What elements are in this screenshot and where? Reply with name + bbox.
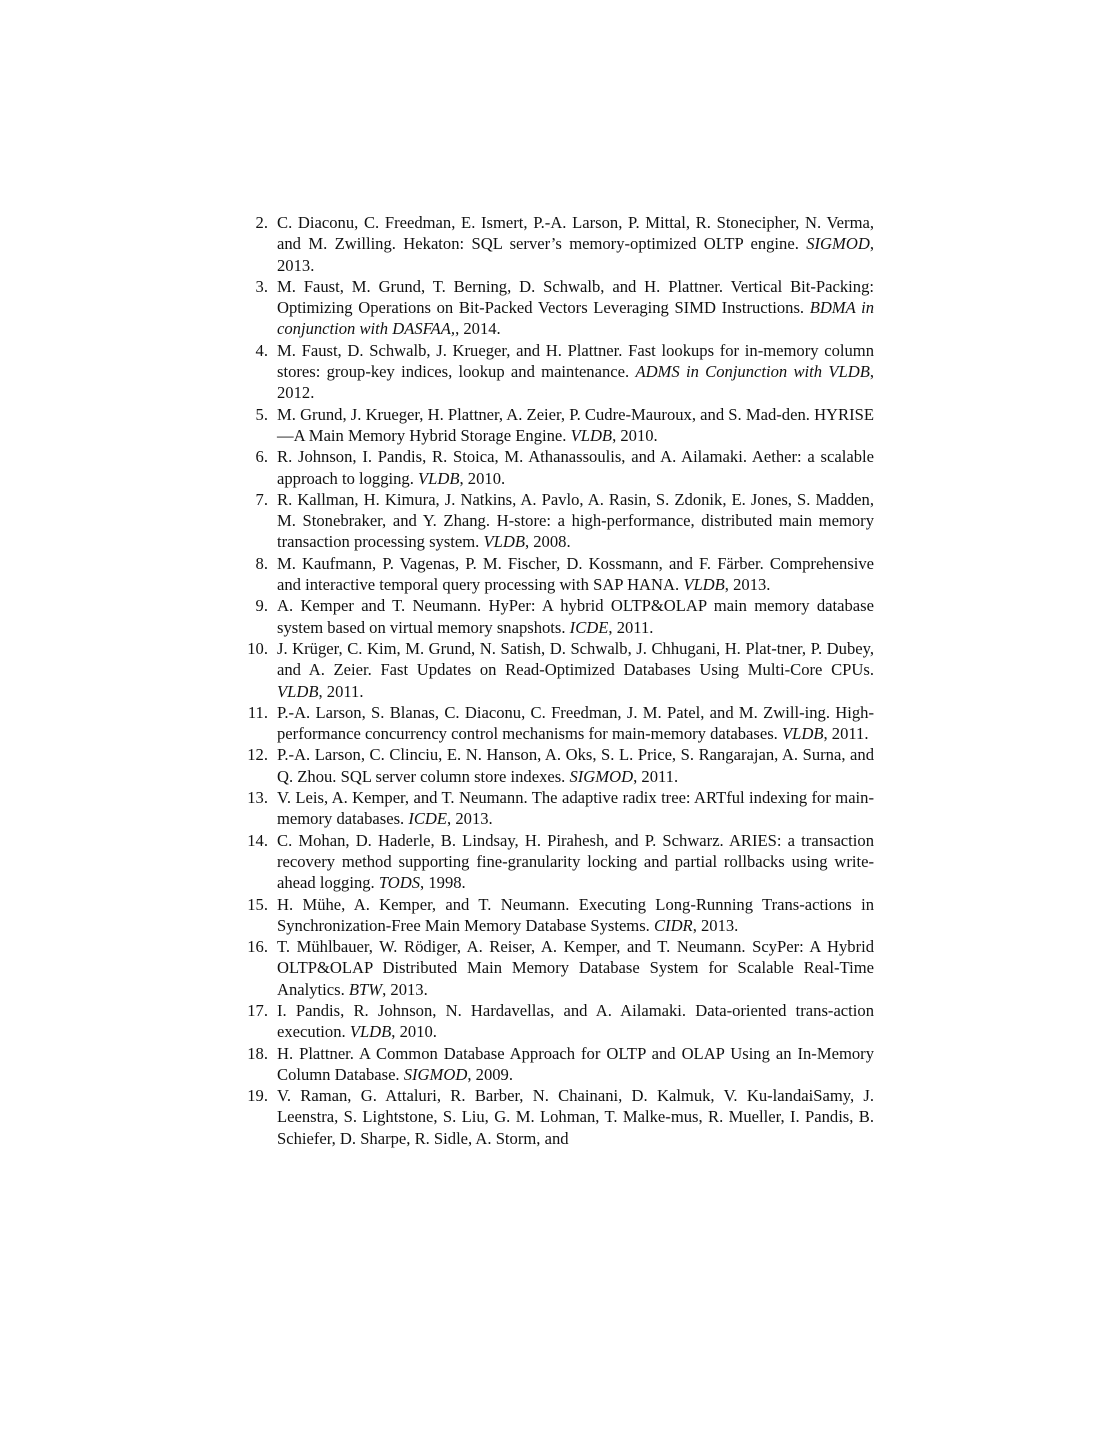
reference-text: R. Johnson, I. Pandis, R. Stoica, M. Athanassoulis, and A. Ailamaki. Aether: a scalable approach to logging.	[277, 447, 874, 488]
reference-number: 18.	[247, 1043, 268, 1063]
reference-item	[236, 446, 874, 489]
reference-text: C. Diaconu, C. Freedman, E. Ismert, P.-A. Larson, P. Mittal, R. Stonecipher, N. Verma, and M. Zwilling. Hekaton: SQL server’s memory-optimized OLTP engine.	[277, 213, 874, 254]
reference-text: P.-A. Larson, C. Clinciu, E. N. Hanson, A. Oks, S. L. Price, S. Rangarajan, A. Surna, and Q. Zhou. SQL server column store indexes.	[277, 745, 874, 786]
reference-year: , 1998.	[420, 873, 466, 893]
reference-text: P.-A. Larson, S. Blanas, C. Diaconu, C. Freedman, J. M. Patel, and M. Zwill-ing. High-performance concurrency control mechanisms for main-memory databases.	[277, 702, 874, 744]
reference-year: , 2010.	[459, 468, 506, 488]
reference-text: M. Kaufmann, P. Vagenas, P. M. Fischer, D. Kossmann, and F. Färber. Comprehensive and interactive temporal query processing with SAP HANA.	[277, 553, 874, 595]
reference-venue: VLDB	[349, 1022, 392, 1042]
reference-year: , 2013.	[692, 915, 739, 935]
reference-number: 13.	[247, 788, 268, 808]
reference-number: 6.	[255, 447, 268, 467]
reference-item	[236, 340, 874, 404]
reference-text: R. Kallman, H. Kimura, J. Natkins, A. Pavlo, A. Rasin, S. Zdonik, E. Jones, S. Madden, M. Stonebraker, and Y. Zhang. H-store: a high-performance, distributed main memory transaction processing system.	[277, 489, 874, 552]
reference-item	[236, 1000, 874, 1043]
reference-year: , 2013.	[724, 575, 771, 595]
reference-venue: ICDE	[569, 617, 609, 637]
reference-number: 14.	[247, 830, 268, 850]
reference-venue: BTW	[348, 979, 383, 999]
reference-text: M. Faust, D. Schwalb, J. Krueger, and H. Plattner. Fast lookups for in-memory column stores: group-key indices, lookup and maintenance.	[277, 340, 874, 382]
reference-venue: TODS	[378, 873, 421, 893]
reference-number: 9.	[255, 596, 268, 616]
reference-list	[236, 212, 874, 1149]
reference-item	[236, 936, 874, 1000]
reference-item	[236, 276, 874, 340]
reference-number: 4.	[255, 340, 268, 360]
reference-year: , 2010.	[612, 425, 658, 445]
reference-item	[236, 1043, 874, 1086]
reference-item	[236, 553, 874, 596]
reference-venue: SIGMOD	[806, 234, 870, 254]
reference-text: M. Grund, J. Krueger, H. Plattner, A. Zeier, P. Cudre-Mauroux, and S. Mad-den. HYRISE—A Main Memory Hybrid Storage Engine.	[277, 404, 874, 445]
reference-text: J. Krüger, C. Kim, M. Grund, N. Satish, D. Schwalb, J. Chhugani, H. Plat-tner, P. Dubey, and A. Zeier. Fast Updates on Read-Optimized Databases Using Multi-Core CPUs.	[277, 638, 874, 680]
reference-number: 19.	[247, 1086, 268, 1106]
reference-year: , 2011.	[318, 681, 364, 701]
reference-number: 17.	[247, 1000, 268, 1020]
reference-number: 11.	[247, 702, 268, 722]
reference-year: , 2013.	[447, 809, 493, 829]
reference-item	[236, 489, 874, 553]
reference-text: V. Raman, G. Attaluri, R. Barber, N. Chainani, D. Kalmuk, V. Ku-landaiSamy, J. Leenstra, S. Lightstone, S. Liu, G. M. Lohman, T. Malke-mus, R. Mueller, I. Pandis, B. Schiefer, D. Sharpe, R. Sidle, A. Storm, and	[277, 1086, 874, 1148]
reference-venue: VLDB	[418, 468, 460, 488]
reference-year: , 2013.	[277, 234, 874, 275]
reference-item	[236, 638, 874, 702]
reference-text: V. Leis, A. Kemper, and T. Neumann. The adaptive radix tree: ARTful indexing for main-memory databases.	[277, 788, 874, 829]
reference-venue: BDMA in conjunction with DASFAA,	[277, 298, 874, 339]
reference-venue: ICDE	[408, 809, 448, 829]
reference-venue: VLDB	[781, 724, 824, 744]
reference-item	[236, 894, 874, 937]
reference-venue: SIGMOD	[403, 1064, 468, 1084]
reference-venue: VLDB	[570, 425, 613, 445]
reference-venue: VLDB	[683, 575, 725, 595]
reference-year: , 2013.	[382, 979, 428, 999]
reference-item	[236, 595, 874, 638]
reference-item	[236, 787, 874, 830]
reference-number: 7.	[255, 489, 268, 509]
reference-item	[236, 212, 874, 276]
reference-year: , 2014.	[455, 319, 501, 339]
reference-item	[236, 1085, 874, 1149]
reference-number: 2.	[255, 213, 268, 232]
reference-number: 10.	[247, 638, 268, 658]
reference-year: , 2010.	[391, 1022, 437, 1042]
reference-item	[236, 404, 874, 447]
reference-year: , 2009.	[467, 1064, 513, 1084]
reference-year: , 2008.	[524, 532, 571, 552]
reference-text: M. Faust, M. Grund, T. Berning, D. Schwalb, and H. Plattner. Vertical Bit-Packing: Optimizing Operations on Bit-Packed Vectors Leveraging SIMD Instructions.	[277, 276, 874, 318]
reference-number: 16.	[247, 937, 268, 957]
reference-number: 12.	[247, 745, 268, 765]
reference-number: 5.	[255, 404, 268, 424]
reference-venue: ADMS in Conjunction with VLDB	[635, 362, 870, 382]
reference-text: A. Kemper and T. Neumann. HyPer: A hybrid OLTP&OLAP main memory database system based on virtual memory snapshots.	[277, 596, 874, 637]
reference-year: , 2011.	[633, 766, 679, 786]
reference-item	[236, 744, 874, 787]
reference-year: , 2011.	[823, 724, 869, 744]
reference-venue: CIDR	[653, 915, 693, 935]
reference-item	[236, 830, 874, 894]
reference-year: , 2011.	[608, 617, 654, 637]
reference-text: H. Mühe, A. Kemper, and T. Neumann. Executing Long-Running Trans-actions in Synchronization-Free Main Memory Database Systems.	[277, 894, 874, 935]
reference-number: 8.	[255, 553, 268, 573]
reference-year: , 2012.	[277, 362, 874, 403]
reference-venue: VLDB	[277, 681, 319, 701]
reference-venue: VLDB	[483, 532, 525, 552]
reference-text: I. Pandis, R. Johnson, N. Hardavellas, and A. Ailamaki. Data-oriented trans-action execution.	[277, 1000, 874, 1042]
reference-venue: SIGMOD	[569, 766, 634, 786]
reference-text: H. Plattner. A Common Database Approach for OLTP and OLAP Using an In-Memory Column Database.	[277, 1043, 874, 1084]
reference-number: 3.	[255, 276, 268, 296]
reference-text: C. Mohan, D. Haderle, B. Lindsay, H. Pirahesh, and P. Schwarz. ARIES: a transaction recovery method supporting fine-granularity locking and partial rollbacks using write-ahead logging.	[277, 830, 874, 893]
reference-number: 15.	[247, 894, 268, 914]
reference-text: T. Mühlbauer, W. Rödiger, A. Reiser, A. Kemper, and T. Neumann. ScyPer: A Hybrid OLTP&OLAP Distributed Main Memory Database System for Scalable Real-Time Analytics.	[277, 937, 874, 999]
reference-item	[236, 702, 874, 745]
